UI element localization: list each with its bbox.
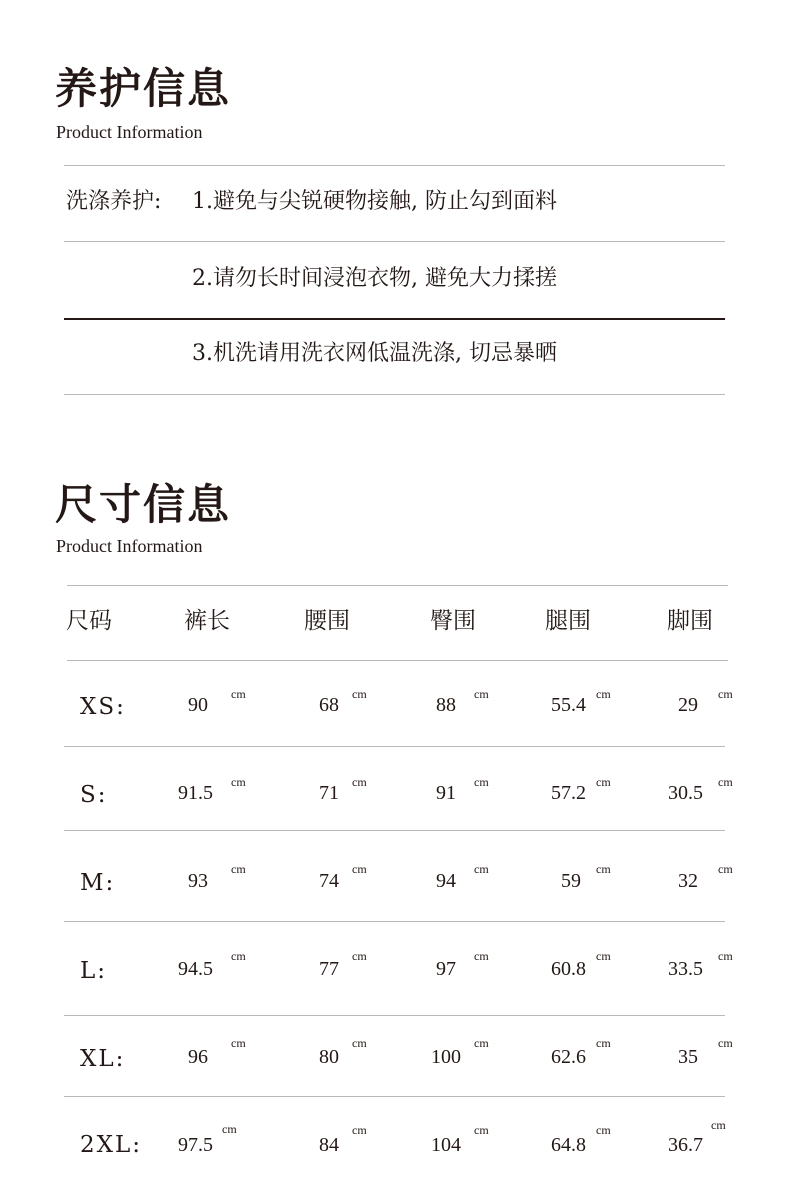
divider bbox=[64, 1015, 725, 1016]
unit-label: cm bbox=[474, 1036, 489, 1050]
header-hem: 脚围 bbox=[667, 608, 713, 634]
value-waist: 77 bbox=[319, 958, 339, 980]
value-length: 93 bbox=[188, 870, 208, 892]
value-length: 94.5 bbox=[178, 958, 213, 980]
unit-label: cm bbox=[474, 949, 489, 963]
value-hip: 97 bbox=[436, 958, 456, 980]
value-length: 91.5 bbox=[178, 782, 213, 804]
value-hem: 35 bbox=[678, 1046, 698, 1068]
value-thigh: 64.8 bbox=[551, 1134, 586, 1156]
value-thigh: 59 bbox=[561, 870, 581, 892]
care-subtitle: Product Information bbox=[56, 122, 203, 142]
value-waist: 84 bbox=[319, 1134, 339, 1156]
unit-label: cm bbox=[718, 687, 733, 701]
value-waist: 74 bbox=[319, 870, 339, 892]
value-hem: 32 bbox=[678, 870, 698, 892]
value-hip: 88 bbox=[436, 694, 456, 716]
value-hem: 29 bbox=[678, 694, 698, 716]
value-hip: 104 bbox=[431, 1134, 461, 1156]
value-hip: 100 bbox=[431, 1046, 461, 1068]
size-subtitle: Product Information bbox=[56, 536, 203, 556]
care-line-1: 1.避免与尖锐硬物接触, 防止勾到面料 bbox=[192, 189, 557, 214]
size-label: XS: bbox=[80, 694, 126, 720]
unit-label: cm bbox=[474, 1123, 489, 1137]
unit-label: cm bbox=[474, 775, 489, 789]
unit-label: cm bbox=[718, 862, 733, 876]
header-waist: 腰围 bbox=[304, 608, 350, 634]
value-waist: 68 bbox=[319, 694, 339, 716]
unit-label: cm bbox=[718, 949, 733, 963]
unit-label: cm bbox=[231, 775, 246, 789]
unit-label: cm bbox=[352, 775, 367, 789]
value-hip: 94 bbox=[436, 870, 456, 892]
header-thigh: 腿围 bbox=[545, 608, 591, 634]
size-label: XL: bbox=[80, 1046, 126, 1072]
unit-label: cm bbox=[352, 1123, 367, 1137]
divider bbox=[64, 165, 725, 166]
size-label: M: bbox=[80, 870, 116, 896]
unit-label: cm bbox=[596, 775, 611, 789]
unit-label: cm bbox=[231, 862, 246, 876]
unit-label: cm bbox=[596, 687, 611, 701]
unit-label: cm bbox=[596, 1123, 611, 1137]
unit-label: cm bbox=[596, 949, 611, 963]
unit-label: cm bbox=[352, 949, 367, 963]
unit-label: cm bbox=[474, 862, 489, 876]
unit-label: cm bbox=[231, 1036, 246, 1050]
value-thigh: 60.8 bbox=[551, 958, 586, 980]
care-line-2: 2.请勿长时间浸泡衣物, 避免大力揉搓 bbox=[192, 266, 557, 291]
divider bbox=[67, 660, 728, 661]
unit-label: cm bbox=[474, 687, 489, 701]
unit-label: cm bbox=[718, 775, 733, 789]
size-label: S: bbox=[80, 782, 108, 808]
unit-label: cm bbox=[231, 949, 246, 963]
size-label: 2XL: bbox=[80, 1132, 143, 1158]
unit-label: cm bbox=[596, 1036, 611, 1050]
value-length: 90 bbox=[188, 694, 208, 716]
value-hem: 36.7 bbox=[668, 1134, 703, 1156]
header-size: 尺码 bbox=[66, 608, 112, 634]
care-label: 洗涤养护: bbox=[66, 189, 162, 214]
divider bbox=[64, 318, 725, 320]
value-waist: 71 bbox=[319, 782, 339, 804]
header-hip: 臀围 bbox=[430, 608, 476, 634]
unit-label: cm bbox=[231, 687, 246, 701]
value-hip: 91 bbox=[436, 782, 456, 804]
divider bbox=[64, 746, 725, 747]
value-waist: 80 bbox=[319, 1046, 339, 1068]
size-label: L: bbox=[80, 958, 108, 984]
divider bbox=[64, 921, 725, 922]
value-length: 96 bbox=[188, 1046, 208, 1068]
unit-label: cm bbox=[222, 1122, 237, 1136]
value-thigh: 62.6 bbox=[551, 1046, 586, 1068]
value-thigh: 57.2 bbox=[551, 782, 586, 804]
divider bbox=[64, 1096, 725, 1097]
header-length: 裤长 bbox=[184, 608, 230, 634]
value-hem: 33.5 bbox=[668, 958, 703, 980]
size-title: 尺寸信息 bbox=[55, 480, 232, 529]
unit-label: cm bbox=[352, 862, 367, 876]
value-hem: 30.5 bbox=[668, 782, 703, 804]
care-line-3: 3.机洗请用洗衣网低温洗涤, 切忌暴晒 bbox=[192, 341, 557, 366]
care-title: 养护信息 bbox=[55, 64, 232, 113]
divider bbox=[67, 585, 728, 586]
unit-label: cm bbox=[711, 1118, 726, 1132]
unit-label: cm bbox=[596, 862, 611, 876]
divider bbox=[64, 241, 725, 242]
unit-label: cm bbox=[352, 687, 367, 701]
value-thigh: 55.4 bbox=[551, 694, 586, 716]
value-length: 97.5 bbox=[178, 1134, 213, 1156]
divider bbox=[64, 830, 725, 831]
unit-label: cm bbox=[718, 1036, 733, 1050]
unit-label: cm bbox=[352, 1036, 367, 1050]
divider bbox=[64, 394, 725, 395]
